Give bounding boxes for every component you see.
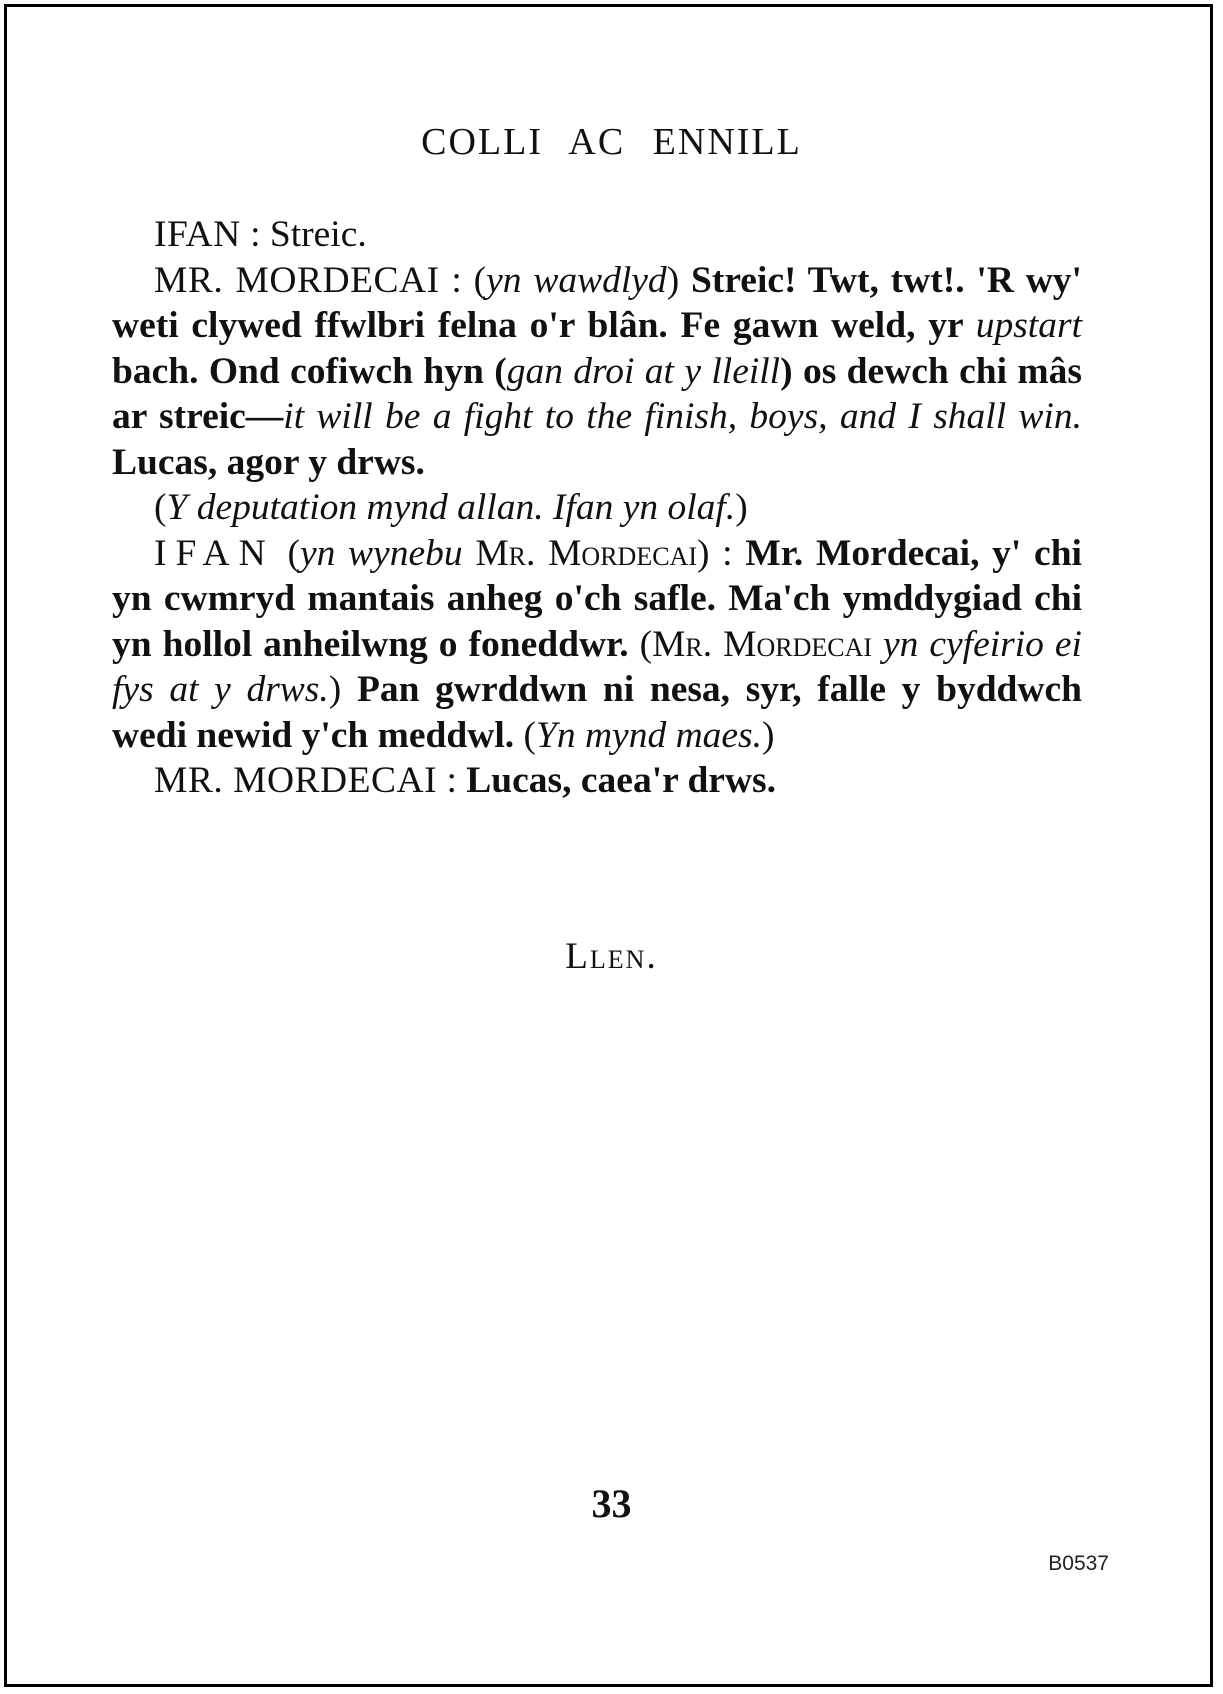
text-run: ) — [735, 487, 748, 528]
running-head: COLLI AC ENNILL — [421, 121, 802, 163]
dialogue-text — [112, 212, 1082, 804]
paragraph — [112, 758, 1082, 804]
stage-direction-text: Y deputation mynd allan. Ifan yn olaf. — [166, 487, 736, 528]
text-run — [872, 624, 883, 665]
paragraph — [112, 531, 1082, 759]
stage-direction-text: yn wawdlyd — [486, 259, 667, 301]
text-run: : ( — [439, 259, 487, 301]
text-run: ( — [628, 623, 653, 665]
dialogue-speech: Mr. Mordecai, y' chi yn cwmryd mantais anheg o'ch safle. Ma'ch ymddygiad chi yn hollol anheilwng o foneddwr. — [112, 532, 1082, 665]
text-run: ( — [514, 714, 536, 756]
character-name: Mr. Mordecai — [475, 532, 697, 574]
character-name: Mr. Mordecai — [652, 623, 873, 665]
speaker-name: MR. MORDECAI — [154, 760, 438, 801]
stage-direction-text: it will be a fight to the finish, boys, and I shall win. — [283, 396, 1082, 437]
stage-direction-text: upstart — [975, 305, 1082, 346]
page-number: 33 — [591, 1481, 632, 1526]
text-run — [463, 533, 476, 574]
speaker-name: IFAN — [154, 532, 275, 574]
paragraph — [112, 212, 1082, 258]
document-code: B0537 — [1048, 1552, 1109, 1575]
text-run: ) : — [696, 532, 746, 574]
text-run: ) — [328, 669, 357, 710]
dialogue-speech: Streic! Twt, twt!. 'R wy' weti clywed ffwlbri felna o'r blân. Fe gawn weld, yr — [112, 259, 1082, 346]
dialogue-speech: Lucas, agor y drws. — [112, 441, 425, 483]
text-run: ( — [274, 532, 300, 574]
text-run: ) — [762, 714, 775, 756]
paragraph — [112, 258, 1082, 486]
stage-direction-text: yn wynebu — [299, 532, 463, 574]
text-run: ( — [154, 487, 167, 528]
dialogue-speech: Lucas, caea'r drws. — [466, 760, 777, 801]
speaker-name: MR. MORDECAI — [154, 259, 440, 301]
paragraph — [112, 485, 1082, 531]
stage-direction-text: gan droi at y lleill — [506, 350, 781, 392]
speaker-name: IFAN — [154, 214, 241, 255]
dialogue-speech: ) os dewch chi mâs ar streic— — [112, 350, 1082, 437]
curtain-direction: Llen. — [565, 936, 658, 977]
dialogue-speech: bach. Ond cofiwch hyn ( — [112, 350, 507, 392]
stage-direction-text: yn cyfeirio ei fys at y drws. — [112, 623, 1082, 710]
text-run: ) — [666, 259, 691, 301]
stage-direction-text: Yn mynd maes. — [536, 714, 763, 756]
text-run: : Streic. — [240, 214, 367, 255]
text-run: : — [437, 760, 467, 801]
dialogue-speech: Pan gwrddwn ni nesa, syr, falle y byddwch wedi newid y'ch meddwl. — [112, 669, 1082, 756]
